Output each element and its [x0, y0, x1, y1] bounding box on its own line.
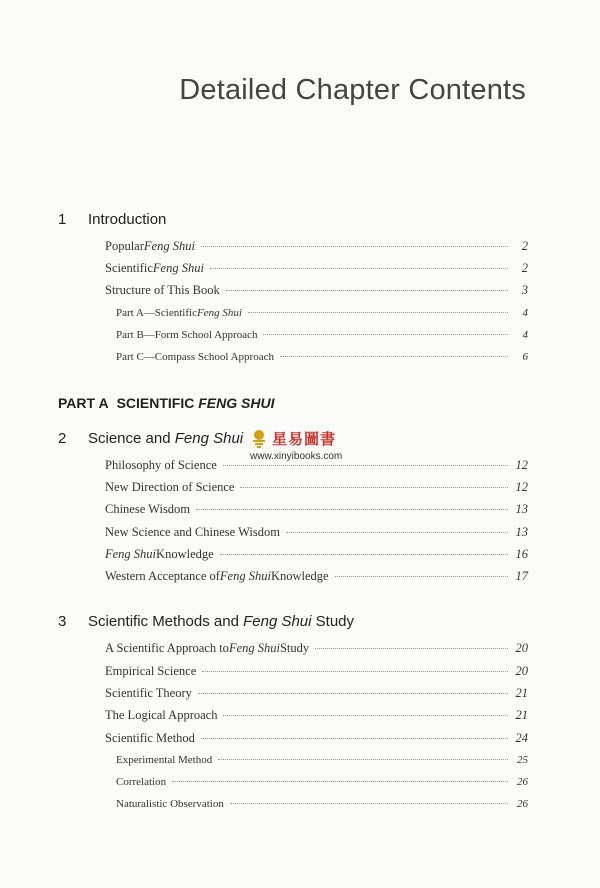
chapter-title-italic: Feng Shui	[174, 430, 244, 447]
publisher-logo-icon	[250, 429, 268, 449]
chapter-2-heading	[58, 430, 243, 447]
page-number: 6	[522, 351, 528, 363]
page-number: 4	[522, 329, 528, 341]
page-number: 20	[515, 641, 528, 655]
dot-leader	[263, 334, 508, 335]
toc-entry[interactable]	[105, 261, 528, 276]
entry-title-part: Naturalistic Observation	[116, 798, 224, 810]
page-number: 17	[515, 569, 528, 583]
toc-entry[interactable]	[105, 480, 528, 495]
part-title-italic: FENG SHUI	[198, 395, 275, 411]
toc-subentry[interactable]	[116, 798, 528, 810]
page-number: 20	[515, 664, 528, 678]
chapter-title: Science and	[88, 430, 175, 447]
dot-leader	[198, 693, 508, 694]
dot-leader	[223, 465, 508, 466]
watermark-url: www.xinyibooks.com	[250, 451, 343, 462]
toc-entry[interactable]	[105, 283, 528, 298]
toc-entry[interactable]	[105, 502, 528, 517]
entry-title-part: Empirical Science	[105, 664, 197, 678]
dot-leader	[226, 290, 508, 291]
page-number: 12	[515, 458, 528, 472]
entry-title-part: Popular	[105, 239, 144, 253]
entry-title-part: Feng Shui	[228, 641, 280, 655]
part-a-heading	[58, 395, 274, 411]
toc-entry[interactable]	[105, 641, 528, 656]
dot-leader	[315, 648, 508, 649]
dot-leader	[335, 576, 508, 577]
dot-leader	[172, 781, 508, 782]
entry-title-part: Scientific Theory	[105, 686, 192, 700]
entry-title-part: Feng Shui	[219, 569, 271, 583]
entry-title-part: Correlation	[116, 776, 167, 788]
toc-subentry[interactable]	[116, 307, 528, 319]
toc-entry[interactable]	[105, 547, 528, 562]
entry-title-part: Feng Shui	[152, 261, 204, 275]
toc-entry[interactable]	[105, 458, 528, 473]
toc-subentry[interactable]	[116, 351, 528, 363]
chapter-number: 2	[58, 430, 67, 447]
entry-title-part: Part B—Form School Approach	[116, 329, 258, 341]
entry-title-part: Scientific	[105, 261, 153, 275]
entry-title-part: Structure of This Book	[105, 283, 220, 297]
entry-title-part: Philosophy of Science	[105, 458, 217, 472]
part-title: SCIENTIFIC	[116, 395, 199, 411]
toc-entry[interactable]	[105, 525, 528, 540]
dot-leader	[248, 312, 508, 313]
entry-title-part: Chinese Wisdom	[105, 502, 191, 516]
dot-leader	[286, 532, 508, 533]
chapter-number: 1	[58, 211, 67, 228]
part-label: PART A	[58, 395, 109, 411]
entry-title-part: Part C—Compass School Approach	[116, 351, 274, 363]
page-title: Detailed Chapter Contents	[179, 74, 526, 106]
page-number: 13	[515, 502, 528, 516]
toc-entry[interactable]	[105, 731, 528, 746]
toc-entry[interactable]	[105, 708, 528, 723]
page-number: 3	[521, 283, 528, 297]
chapter-title-italic: Feng Shui	[243, 613, 312, 630]
publisher-watermark	[250, 428, 336, 449]
chapter-title-suffix: Study	[311, 613, 355, 630]
dot-leader	[240, 487, 508, 488]
entry-title-part: Feng Shui	[105, 547, 157, 561]
entry-title-part: The Logical Approach	[105, 708, 218, 722]
page-number: 21	[515, 686, 528, 700]
dot-leader	[280, 356, 508, 357]
page-number: 4	[522, 307, 528, 319]
entry-title-part: Experimental Method	[116, 754, 213, 766]
dot-leader	[202, 671, 508, 672]
dot-leader	[201, 738, 508, 739]
dot-leader	[223, 715, 508, 716]
entry-title-part: Western Acceptance of	[105, 569, 220, 583]
page-number: 26	[517, 776, 528, 788]
entry-title-part: New Science and Chinese Wisdom	[105, 525, 280, 539]
dot-leader	[218, 759, 508, 760]
toc-entry[interactable]	[105, 569, 528, 584]
page-number: 25	[517, 754, 528, 766]
entry-title-part: Knowledge	[156, 547, 214, 561]
entry-title-part: A Scientific Approach to	[105, 641, 229, 655]
dot-leader	[196, 509, 508, 510]
page-number: 12	[515, 480, 528, 494]
entry-title-part: Scientific Method	[105, 731, 195, 745]
toc-subentry[interactable]	[116, 776, 528, 788]
toc-entry[interactable]	[105, 686, 528, 701]
chapter-title: Introduction	[88, 211, 167, 228]
page-number: 16	[515, 547, 528, 561]
entry-title-part: New Direction of Science	[105, 480, 235, 494]
toc-entry[interactable]	[105, 239, 528, 254]
page-number: 2	[521, 239, 528, 253]
dot-leader	[210, 268, 508, 269]
toc-subentry[interactable]	[116, 329, 528, 341]
page-number: 24	[515, 731, 528, 745]
chapter-number: 3	[58, 613, 67, 630]
toc-entry[interactable]	[105, 664, 528, 679]
entry-title-part: Knowledge	[270, 569, 329, 583]
page-number: 21	[515, 708, 528, 722]
dot-leader	[220, 554, 508, 555]
entry-title-part: Part A—Scientific	[116, 307, 197, 319]
page-number: 13	[515, 525, 528, 539]
entry-title-part: Feng Shui	[143, 239, 195, 253]
chapter-title: Scientific Methods and	[88, 613, 244, 630]
chapter-3-heading	[58, 613, 354, 630]
page-number: 26	[517, 798, 528, 810]
toc-subentry[interactable]	[116, 754, 528, 766]
dot-leader	[201, 246, 508, 247]
watermark-chinese-text: 星易圖書	[272, 430, 337, 448]
entry-title-part: Study	[279, 641, 310, 655]
page-number: 2	[521, 261, 528, 275]
entry-title-part: Feng Shui	[196, 307, 242, 319]
dot-leader	[230, 803, 508, 804]
chapter-1-heading	[58, 211, 166, 228]
